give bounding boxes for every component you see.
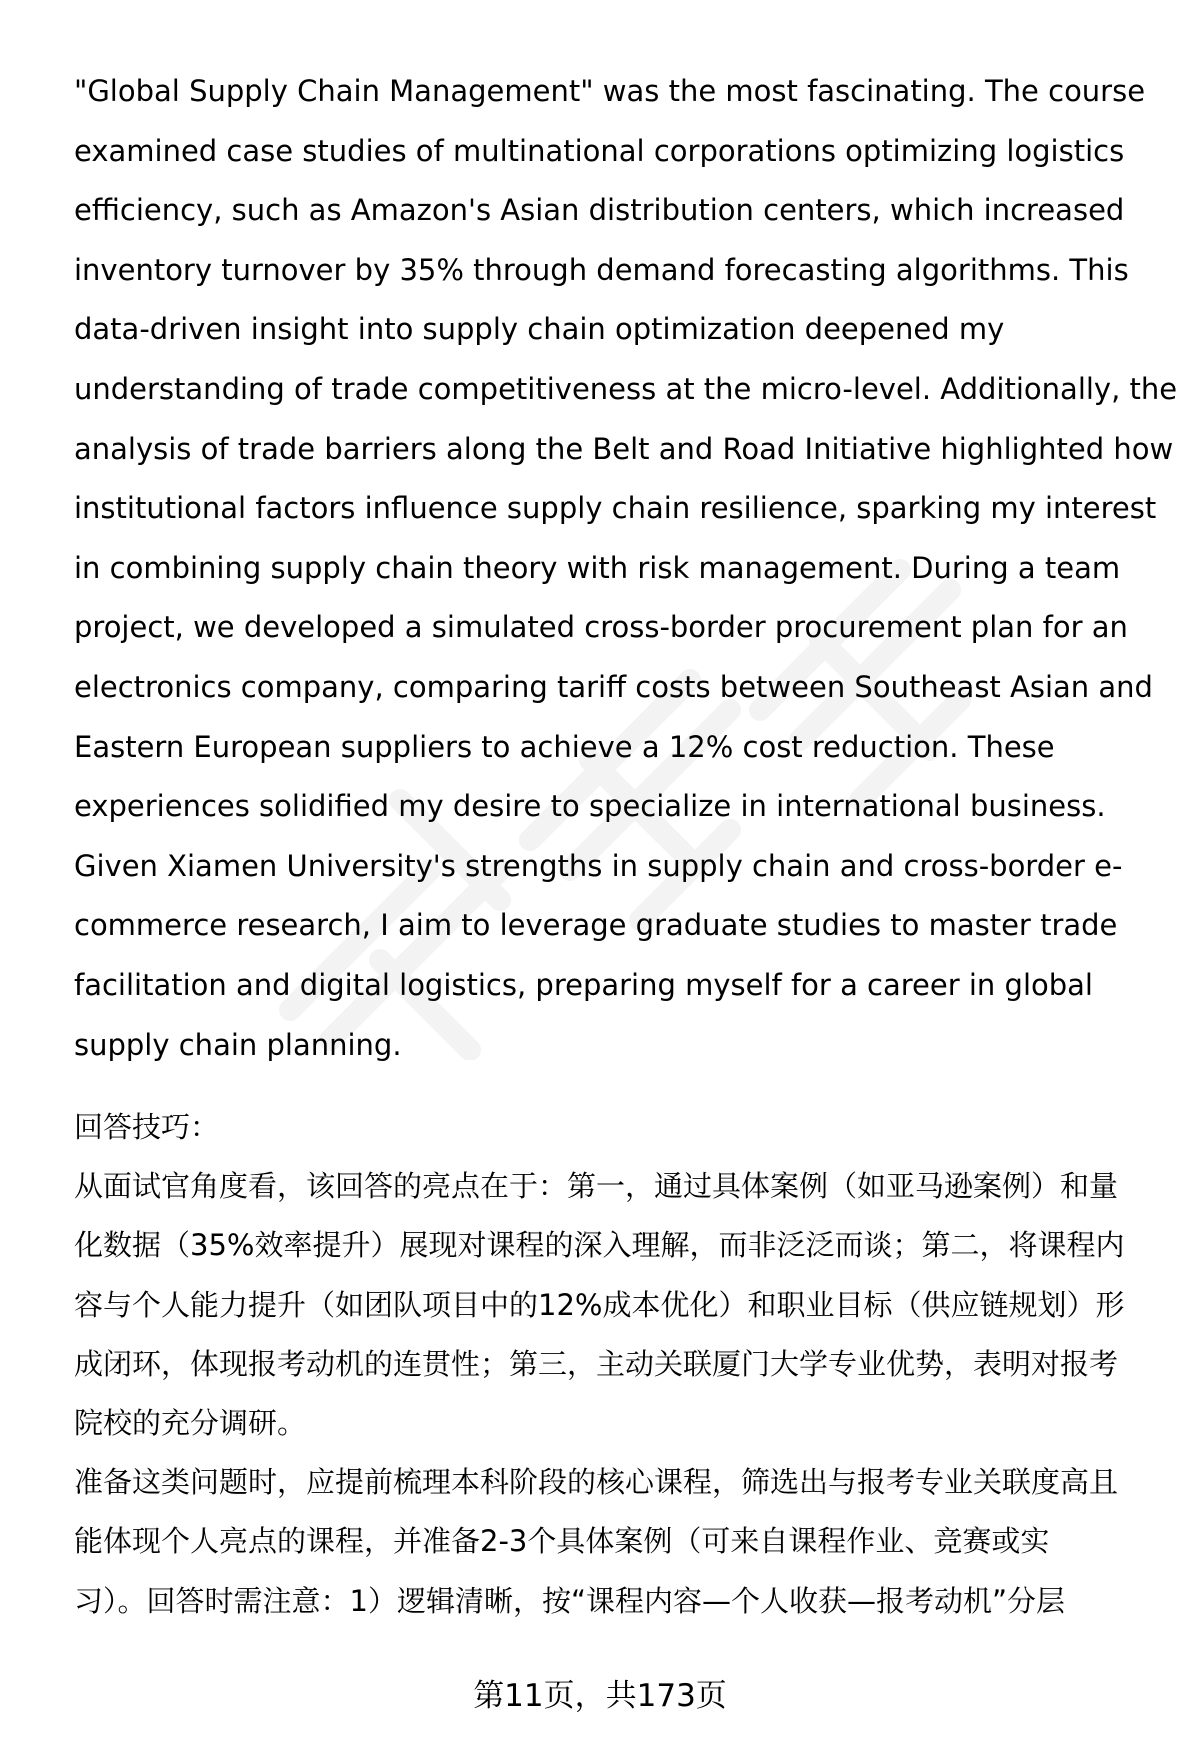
body-line: facilitation and digital logistics, preparing myself for a career in global <box>74 967 1093 1002</box>
body-line: Given Xiamen University's strengths in supply chain and cross-border e- <box>74 848 1123 883</box>
body-line: supply chain planning. <box>74 1027 402 1062</box>
body-line: experiences solidified my desire to specialize in international business. <box>74 789 1106 824</box>
tips-section <box>74 1098 1154 1631</box>
tips-line: 从面试官角度看，该回答的亮点在于：第一，通过具体案例（如亚马逊案例）和量 <box>74 1169 1119 1204</box>
tips-line: 准备这类问题时，应提前梳理本科阶段的核心课程，筛选出与报考专业关联度高且 <box>74 1465 1119 1500</box>
tips-heading: 回答技巧： <box>74 1110 220 1144</box>
body-line: electronics company, comparing tariff costs between Southeast Asian and <box>74 669 1153 704</box>
tips-line: 成闭环，体现报考动机的连贯性；第三，主动关联厦门大学专业优势，表明对报考 <box>74 1346 1119 1381</box>
body-line: institutional factors influence supply chain resilience, sparking my interest <box>74 491 1157 526</box>
body-line: in combining supply chain theory with risk management. During a team <box>74 550 1121 585</box>
body-line: efficiency, such as Amazon's Asian distribution centers, which increased <box>74 193 1125 228</box>
body-line: project, we developed a simulated cross-border procurement plan for an <box>74 610 1128 645</box>
page-number: 第11页，共173页 <box>473 1678 727 1714</box>
tips-line: 习）。回答时需注意：1）逻辑清晰，按“课程内容—个人收获—报考动机”分层 <box>74 1583 1065 1618</box>
tips-line: 容与个人能力提升（如团队项目中的12%成本优化）和职业目标（供应链规划）形 <box>74 1287 1125 1322</box>
body-line: analysis of trade barriers along the Belt and Road Initiative highlighted how <box>74 431 1174 466</box>
body-line: data-driven insight into supply chain optimization deepened my <box>74 312 1005 347</box>
tips-line: 院校的充分调研。 <box>74 1406 307 1441</box>
answer-paragraph <box>74 62 1178 1075</box>
body-line: "Global Supply Chain Management" was the most fascinating. The course <box>74 74 1146 108</box>
tips-line: 能体现个人亮点的课程，并准备2-3个具体案例（可来自课程作业、竞赛或实 <box>74 1524 1050 1559</box>
body-line: inventory turnover by 35% through demand forecasting algorithms. This <box>74 252 1129 287</box>
tips-line: 化数据（35%效率提升）展现对课程的深入理解，而非泛泛而谈；第二，将课程内 <box>74 1228 1125 1263</box>
body-line: Eastern European suppliers to achieve a 12% cost reduction. These <box>74 729 1055 764</box>
body-line: understanding of trade competitiveness at the micro-level. Additionally, the <box>74 371 1178 406</box>
body-line: examined case studies of multinational corporations optimizing logistics <box>74 133 1125 168</box>
body-line: commerce research, I aim to leverage graduate studies to master trade <box>74 908 1118 943</box>
